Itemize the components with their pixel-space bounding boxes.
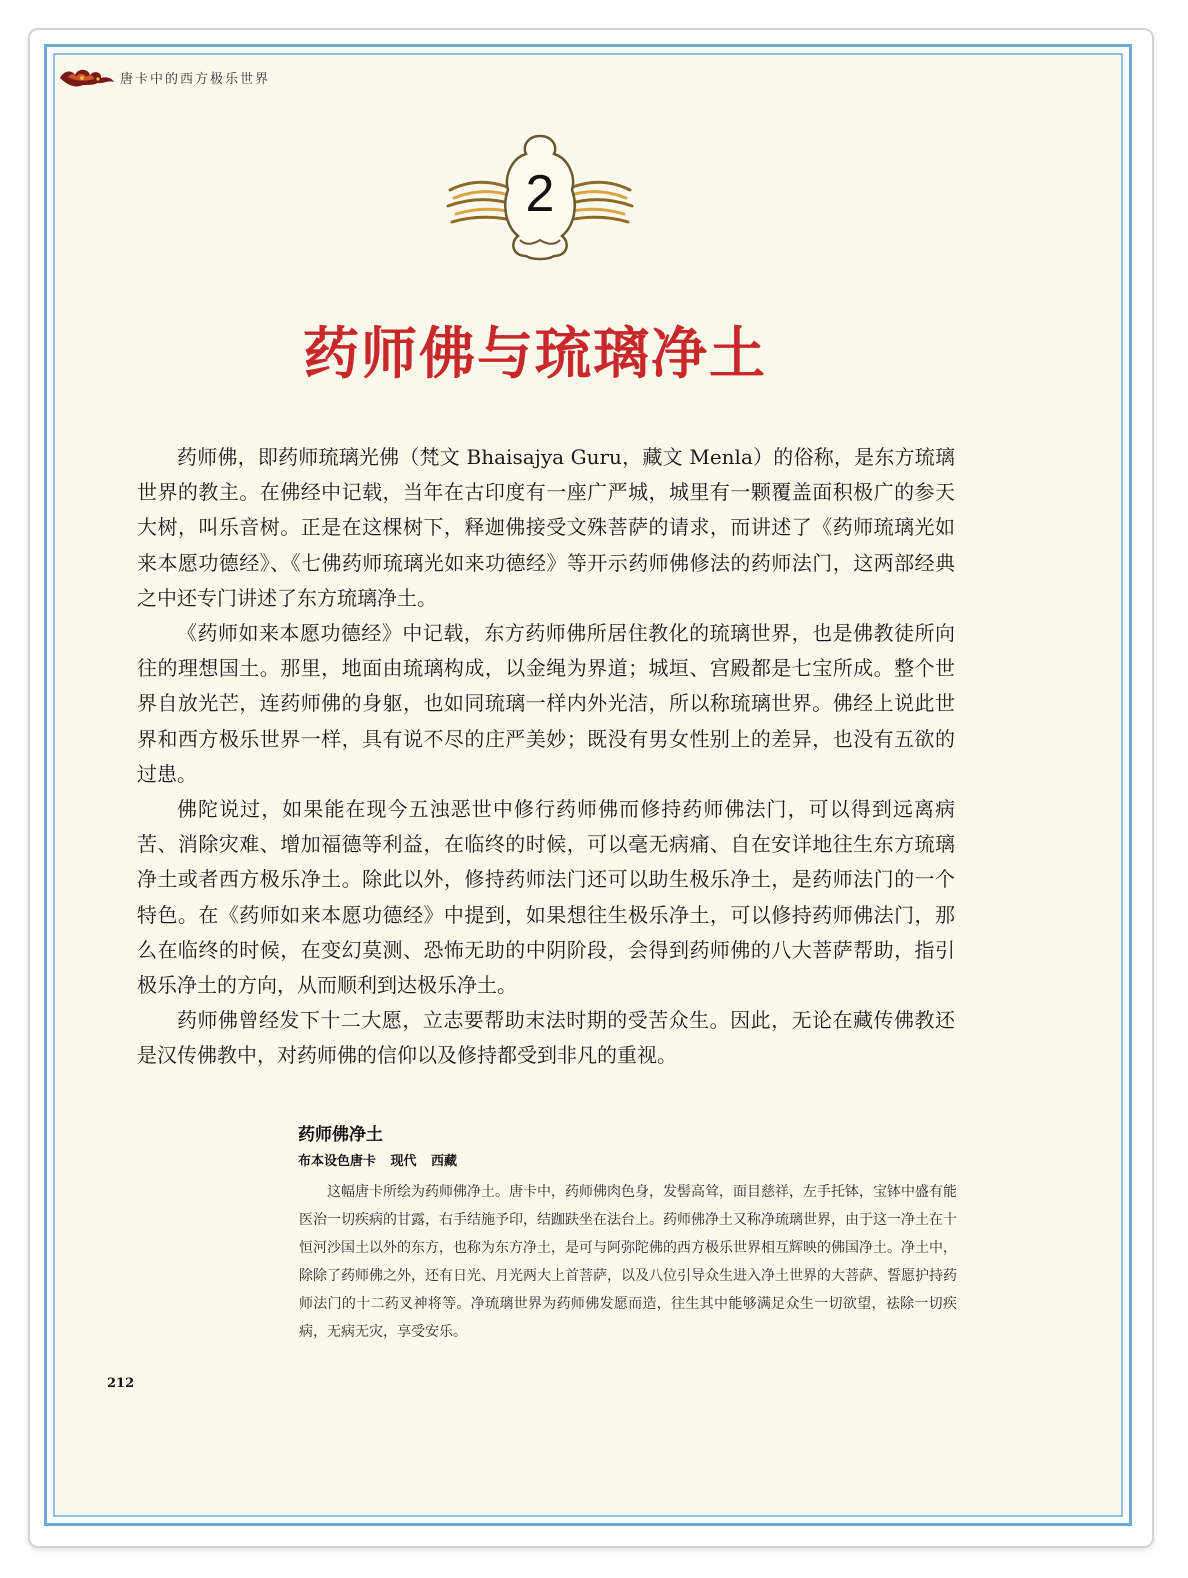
caption-meta: 布本设色唐卡 现代 西藏	[298, 1154, 458, 1169]
running-header-title: 唐卡中的西方极乐世界	[120, 71, 271, 87]
body-paragraph: 药师佛曾经发下十二大愿，立志要帮助末法时期的受苦众生。因此，无论在藏传佛教还是汉传佛教中，对药师佛的信仰以及修持都受到非凡的重视。	[137, 1008, 955, 1068]
page-number: 212	[107, 1376, 135, 1391]
cloud-ornament-icon	[58, 64, 116, 90]
body-paragraph: 《药师如来本愿功德经》中记载，东方药师佛所居住教化的琉璃世界，也是佛教徒所向往的理想国土。那里，地面由琉璃构成，以金绳为界道；城垣、宫殿都是七宝所成。整个世界自放光芒，连药师佛的身躯，也如同琉璃一样内外光洁，所以称琉璃世界。佛经上说此世界和西方极乐世界一样，具有说不尽的庄严美妙；既没有男女性别上的差异，也没有五欲的过患。	[137, 621, 955, 786]
caption-title: 药师佛净土	[298, 1125, 383, 1145]
chapter-number: 2	[525, 165, 555, 223]
running-header	[58, 64, 270, 90]
body-paragraph: 药师佛，即药师琉璃光佛（梵文 Bhaisajya Guru，藏文 Menla）的俗称，是东方琉璃世界的教主。在佛经中记载，当年在古印度有一座广严城，城里有一颗覆盖面积极广的参天大树，叫乐音树。正是在这棵树下，释迦佛接受文殊菩萨的请求，而讲述了《药师琉璃光如来本愿功德经》、《七佛药师琉璃光如来功德经》等开示药师佛修法的药师法门，这两部经典之中还专门讲述了东方琉璃净土。	[137, 445, 955, 610]
body-paragraph: 佛陀说过，如果能在现今五浊恶世中修行药师佛而修持药师佛法门，可以得到远离病苦、消除灾难、增加福德等利益，在临终的时候，可以毫无病痛、自在安详地往生东方琉璃净土或者西方极乐净土。除此以外，修持药师法门还可以助生极乐净土，是药师法门的一个特色。在《药师如来本愿功德经》中提到，如果想往生极乐净土，可以修持药师佛法门，那么在临终的时候，在变幻莫测、恐怖无助的中阴阶段，会得到药师佛的八大菩萨帮助，指引极乐净土的方向，从而顺利到达极乐净土。	[137, 797, 955, 998]
caption-text: 这幅唐卡所绘为药师佛净土。唐卡中，药师佛肉色身，发髻高耸，面目慈祥，左手托钵，宝钵中盛有能医治一切疾病的甘露，右手结施予印，结跏趺坐在法台上。药师佛净土又称净琉璃世界，由于这一净土在十恒河沙国土以外的东方，也称为东方净土，是可与阿弥陀佛的西方极乐世界相互辉映的佛国净土。净土中，除除了药师佛之外，还有日光、月光两大上首菩萨，以及八位引导众生进入净土世界的大菩萨、誓愿护持药师法门的十二药叉神将等。净琉璃世界为药师佛发愿而造，往生其中能够满足众生一切欲望，祛除一切疾病，无病无灾，享受安乐。	[299, 1184, 957, 1340]
body-text	[137, 440, 955, 1074]
chapter-title: 药师佛与琉璃净土	[303, 321, 767, 387]
